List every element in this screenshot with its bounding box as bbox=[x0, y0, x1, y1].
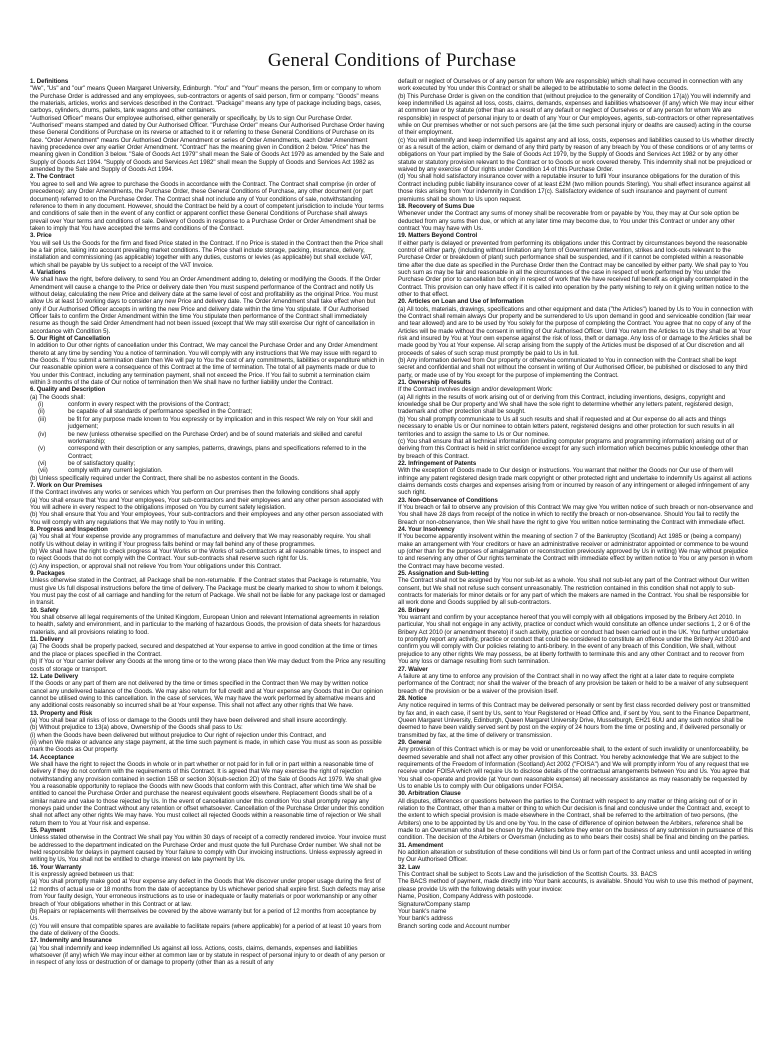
clause-paragraph: If You breach or fail to observe any provision of this Contract We may give You written notice of such breach or non-observance and You shall have 28 days from receipt of the notice in which to rectify the breach or non-observance. Should You fail to rectify the Breach or non-observance, then We shall have the right to give You written notice terminating the Contract with immediate effect. bbox=[398, 503, 753, 526]
list-text: be new (unless otherwise specified on the Purchase Order) and be of sound materials and skilled and careful workmanship; bbox=[68, 430, 363, 445]
clause-paragraph: (a) You shall indemnify and keep indemnified Us against all loss. Actions, costs, claims, demands, expenses and liabilities whatsoever (if any) which We may incur either at common law or by statute in respect of personal injury to or death of any person or in respect of any loss or destruction of or damage to property (other than as a result of any bbox=[30, 944, 386, 967]
clause-paragraph: (a) You shall bear all risks of loss or damage to the Goods until they have been delivered and shall insure accordingly. bbox=[30, 716, 347, 724]
clause-section bbox=[30, 937, 386, 966]
clause-heading: 11. Delivery bbox=[30, 636, 64, 644]
clause-paragraph: We shall have the right to reject the Goods in whole or in part whether or not paid for in full or in part within a reasonable time of delivery if they do not conform with the requirements of this Contract. It is agreed that We may exercise the right of rejection notwithstanding any provision contained in section 15B or section 30(sub-section 2D) of the Sale of Goods Act 1979. We shall give You a reasonable opportunity to replace the Goods with new Goods that conform with this Contract, after which time We shall be entitled to cancel the Purchase Order and purchase the nearest equivalent goods elsewhere. Replacement Goods shall be of a similar nature and value to those rejected by Us. In the event of cancellation under this condition You shall promptly repay any moneys paid under the Contract without any retention or offset whatsoever. Cancellation of the Purchase Order under this condition shall not affect any other rights We may have. You must collect all rejected Goods within a reasonable time of rejection or We shall return them to You at Your risk and expense. bbox=[30, 760, 384, 827]
clause-heading: 31. Amendment bbox=[398, 841, 444, 849]
clause-paragraph: (a) You shall at Your expense provide any programmes of manufacture and delivery that We may reasonably require. You shall notify Us without delay in writing if Your progress falls behind or may fall behind any of these programmes. bbox=[30, 533, 371, 548]
clause-paragraph: Whenever under the Contract any sums of money shall be recoverable from or payable by You, they may at Our sole option be deducted from any sums then due, or which at any later time may become due, to You under this Contract or under any other contract You may have with Us. bbox=[398, 210, 740, 232]
clause-section bbox=[30, 232, 386, 269]
clause-heading: 12. Late Delivery bbox=[30, 672, 79, 680]
list-text: be fit for any purpose made known to You expressly or by implication and in this respect We rely on Your skill and judgement; bbox=[68, 415, 373, 431]
clause-section bbox=[30, 827, 386, 864]
clause-heading: 29. General bbox=[398, 738, 431, 746]
clause-paragraph: (b) This Purchase Order is given on the condition that (without prejudice to the generality of Condition 17(a)) You will indemnify and keep indemnified Us against all loss, costs, claims, demands, expenses and liabilities whatsoever (if any) which We may incur either at common law or by statute (other than as a result of any default or neglect of Ourselves or of any person for whom We are responsible) in respect of personal injury to or death of any Your or Our employees, agents, sub-contractors or other representatives while on Our premises whether or not such persons are (at the time such personal injury or deaths are caused) acting in the course of their employment. bbox=[398, 92, 754, 137]
clause-heading: 13. Property and Risk bbox=[30, 709, 93, 717]
clause-paragraph: It is expressly agreed between us that: bbox=[30, 871, 134, 879]
clause-paragraph: (a) You shall promptly make good at Your expense any defect in the Goods that We discover under proper usage during the first of 12 months of actual use or 18 months from the date of acceptance by Us whichever period shall expire first. Such defects may arise from Your faulty design, Your erroneous instructions as to use or inadequate or faulty materials or poor workmanship or any other breach of Your obligations whether in this Contract or at law. bbox=[30, 878, 385, 908]
list-text: conform in every respect with the provisions of the Contract; bbox=[68, 401, 230, 409]
clause-paragraph: The Contract shall not be assigned by You nor sub-let as a whole. You shall not sub-let any part of the Contract without Our written consent, but We shall not refuse such consent unreasonably. The restriction contained in this condition shall not apply to sub-contracts for materials for minor details or for any part of which the makers are named in the Contract. You shall be responsible for all work done and Goods supplied by all sub-contractors. bbox=[398, 577, 750, 607]
clause-heading: 32. Law bbox=[398, 863, 421, 871]
clause-paragraph: (ii) when We make or advance any stage payment, at the time such payment is made, in which case You must as soon as possible mark the Goods as Our property. bbox=[30, 738, 382, 754]
clause-paragraph: "We", "Us" and "our" means Queen Margaret University, Edinburgh. "You" and "Your" means the person, firm or company to whom the Purchase Order is addressed and any employees, sub-contractors or agents of said person, firm or company. "Goods" means the materials, articles, works and services described in the Contract. "Package" means any type of package including bags, cases, carboys, cylinders, drums, pallets, tank wagons and other containers. bbox=[30, 85, 382, 115]
clause-paragraph: (b) You shall promptly communicate to Us all such results and shall if requested and at Our expense do all acts and things necessary to enable Us or Our nominee to obtain letters patent, registered designs and other protection for such results in all territories and to assign the same to Us or Our nominee. bbox=[398, 415, 735, 438]
clause-section bbox=[398, 232, 754, 298]
clause-paragraph: (a) The Goods shall be properly packed, secured and despatched at Your expense to arrive in good condition at the time or times and the place or places specified in the Contract. bbox=[30, 643, 378, 658]
clause-list-item bbox=[30, 460, 386, 467]
list-marker: (iii) bbox=[38, 415, 47, 423]
clause-heading: 21. Ownership of Results bbox=[398, 379, 471, 387]
clause-paragraph: (a) All tools, materials, drawings, specifications and other equipment and data ("the Articles") loaned by Us to You in connection with the Contract shall remain always Our property and be surrendered to Us upon demand in good and serviceable condition (fair wear and tear allowed) and are to be used by You solely for the purpose of completing the Contract. You agree that no copy of any of the Articles will be made without the consent in writing of Our Authorised Officer. Until You return the Articles to Us they shall be at Your risk and insured by You at Your own expense against the risk of loss, theft or damage. Any loss of or damage to the Articles shall be made good by You at Your expense. All scrap arising from the supply of the Articles must be disposed of at Our discretion and all proceeds of sales of such scrap must promptly be paid to Us in full. bbox=[398, 305, 753, 357]
clause-section bbox=[398, 739, 754, 790]
clause-heading: 7. Work on Our Premises bbox=[30, 481, 103, 489]
clause-paragraph: Unless stated otherwise in the Contract We shall pay You within 30 days of receipt of a correctly rendered invoice. Your invoice must be addressed to the department indicated on the Purchase Order and must quote the full Purchase Order number. We shall not be held responsible for delays in payment caused by Your failure to comply with Our invoicing instructions. Unless expressly agreed in writing by Us, You shall not be entitled to charge interest on late payment by Us. bbox=[30, 834, 386, 864]
clause-section bbox=[30, 673, 386, 710]
clause-paragraph: A failure at any time to enforce any provision of the Contract shall in no way affect the right at a later date to require complete performance of the Contract; nor shall the waiver of the breach of any provision be taken or held to be a waiver of any subsequent breach of the provision or be a waiver of the provision itself. bbox=[398, 672, 748, 695]
clause-heading: 17. Indemnity and Insurance bbox=[30, 937, 112, 945]
clause-list-item bbox=[30, 467, 386, 474]
clause-section bbox=[398, 570, 754, 607]
clause-paragraph: (c) You will ensure that compatible spares are available to facilitate repairs (where applicable) for a period of at least 10 years from the date of delivery of the Goods. bbox=[30, 922, 381, 937]
clause-section bbox=[398, 526, 754, 570]
clause-heading: 20. Articles on Loan and Use of Information bbox=[398, 298, 524, 306]
clause-heading: 4. Variations bbox=[30, 268, 66, 276]
document-title: General Conditions of Purchase bbox=[267, 50, 517, 71]
clause-section bbox=[30, 864, 386, 937]
clause-heading: 23. Non-Observance of Conditions bbox=[398, 496, 498, 504]
clause-heading: 27. Waiver bbox=[398, 665, 428, 673]
clause-paragraph: You shall observe all legal requirements of the United Kingdom, European Union and relevant International agreements in relation to health, safety and environment, and in particular to the marking of hazardous Goods, the provision of data sheets for hazardous materials, and all provisions relating to food. bbox=[30, 614, 381, 636]
list-marker: (vi) bbox=[38, 459, 47, 467]
clause-paragraph: (b) Repairs or replacements will themselves be covered by the above warranty but for a period of 12 months from acceptance by Us. bbox=[30, 907, 377, 923]
clause-section bbox=[30, 78, 386, 173]
clause-section bbox=[30, 636, 386, 673]
list-text: correspond with their description or any samples, patterns, drawings, plans and specifications referred to in the Contract; bbox=[68, 445, 367, 460]
clause-paragraph: If the Contract involves any works or services which You perform on Our premises then the following conditions shall apply bbox=[30, 489, 360, 497]
clause-heading: 1. Definitions bbox=[30, 78, 69, 85]
clause-heading: 6. Quality and Description bbox=[30, 386, 106, 394]
clause-heading: 19. Matters Beyond Control bbox=[398, 232, 478, 240]
list-marker: (ii) bbox=[38, 408, 45, 416]
clause-list-item bbox=[30, 416, 386, 431]
list-marker: (v) bbox=[38, 445, 46, 453]
clause-heading: 26. Bribery bbox=[398, 606, 430, 614]
clause-paragraph: (a) The Goods shall: bbox=[30, 393, 86, 401]
clause-paragraph: (i) when the Goods have been delivered but without prejudice to Our right of rejection under this Contract, and bbox=[30, 731, 327, 739]
left-column bbox=[30, 78, 386, 1038]
clause-section bbox=[398, 790, 754, 841]
clause-heading: 28. Notice bbox=[398, 694, 427, 702]
clause-section bbox=[398, 666, 754, 695]
clause-section bbox=[398, 695, 754, 739]
clause-list-item bbox=[30, 401, 386, 408]
clause-list-item bbox=[30, 431, 386, 446]
clause-paragraph: If the Contract involves design and/or development Work: bbox=[398, 386, 553, 394]
list-marker: (vii) bbox=[38, 467, 48, 475]
clause-heading: 30. Arbitration Clause bbox=[398, 790, 461, 798]
clause-paragraph: (b) Any information derived from Our property or otherwise communicated to You in connection with the Contract shall be kept secret and confidential and shall not without the consent in writing of Our Authorised Officer, be published or disclosed to any third party, or made use of by You except for the purpose of implementing the Contract. bbox=[398, 357, 748, 379]
clause-section bbox=[398, 497, 754, 526]
clause-paragraph: Signature/Company stamp bbox=[398, 900, 471, 908]
list-text: be capable of all standards of performance specified in the Contract; bbox=[68, 408, 253, 416]
clause-paragraph: (b) We shall have the right to check progress at Your Works or the Works of sub-contractors at all reasonable times, to inspect and to reject Goods that do not comply with the Contract. Your sub-contracts shall reserve such right for Us. bbox=[30, 548, 381, 563]
clause-paragraph: (c) You shall ensure that all technical information (including computer programs and programming information) arising out of or deriving from this Contract is held in strict confidence except for any such information which becomes public knowledge other than by breach of this Contract. bbox=[398, 437, 749, 460]
clause-paragraph: (a) All rights in the results of work arising out of or deriving from this Contract, including inventions, designs, copyright and knowledge shall be Our property and We shall have the sole right to determine whether any letters patent, registered design, trademark and other protection shall be sought. bbox=[398, 393, 734, 416]
list-text: comply with any current legislation. bbox=[68, 467, 163, 475]
clause-paragraph: Your bank's address bbox=[398, 915, 453, 923]
clause-paragraph: (b) Without prejudice to 13(a) above, Ownership of the Goods shall pass to Us: bbox=[30, 724, 243, 732]
clause-paragraph: You agree to sell and We agree to purchase the Goods in accordance with the Contract. The Contract shall comprise (in order of precedence): any Order Amendments, the Purchase Order, these General Conditions of Purchase, any other document (or part document) referred to on the Purchase Order. The Contract shall not include any of Your conditions of sale, notwithstanding reference to them in any document. However, should the Contract be held by a court of competent jurisdiction to include Your terms and conditions of sale then in the event of any conflict or apparent conflict these General Conditions of Purchase shall always prevail over Your terms and conditions of sale. Delivery of Goods in response to a Purchase Order or Order Amendment shall be taken to imply that You have accepted the terms and conditions of the Contract. bbox=[30, 180, 384, 232]
clause-section bbox=[30, 269, 386, 335]
clause-list-item bbox=[30, 445, 386, 460]
clause-section bbox=[30, 482, 386, 526]
clause-paragraph: We shall have the right, before delivery, to send You an Order Amendment adding to, deleting or modifying the Goods. If the Order Amendment will cause a change to the Price or delivery date then You must suspend performance of the Contract and notify Us without delay, calculating the new Price and delivery date at the same level of cost and profitability as the original Price. You must allow Us at least 10 working days to consider any new Price and delivery date. The Order Amendment shall take effect when but only if Our Authorised Officer accepts in writing the new Price and delivery date within the time You stipulate. If Our Authorised Officer fails to confirm the Order Amendment within the time You stipulate then performance of the Contract shall immediately resume as though the said Order Amendment had not been issued (except that We may still exercise Our right of cancellation in accordance with Condition 5). bbox=[30, 276, 381, 335]
clause-paragraph: Unless otherwise stated in the Contract, all Package shall be non-returnable. If the Contract states that Package is returnable, You must give Us full disposal instructions before the time of delivery. The Package must be clearly marked to show to whom it belongs. You must pay the cost of all carriage and handling for the return of Package. We shall not be liable for any package lost or damaged in transit. bbox=[30, 577, 386, 607]
clause-heading: 5. Our Right of Cancellation bbox=[30, 335, 111, 343]
clause-section bbox=[30, 754, 386, 827]
clause-paragraph: Name, Position, Company Address with postcode. bbox=[398, 893, 534, 901]
clause-paragraph: You warrant and confirm by your acceptance hereof that you will comply with all obligations imposed by the Bribery Act 2010. In particular, You shall not engage in any activity, practice or conduct which would constitute an offence under sections 1, 2 or 6 of the Bribery Act 2010 (or amendment thereto) if such activity, practice or conduct had been carried out in the UK. You further undertake to promptly report any activity, practice or conduct that could be considered to constitute an offence under the Bribery Act 2010 and confirm you will comply with Our policies relating to anti-bribery. In the event of any breach of this Condition, We shall, without prejudice to any other rights We may possess, be at liberty forthwith to terminate this and any other Contract and to recover from You any loss or damage resulting from such termination. bbox=[398, 614, 751, 666]
document-body bbox=[30, 78, 754, 1038]
clause-paragraph: This Contract shall be subject to Scots Law and the jurisdiction of the Scottish Courts. 33. BACS bbox=[398, 871, 658, 879]
clause-section bbox=[398, 78, 754, 203]
clause-heading: 24. Your Insolvency bbox=[398, 525, 455, 533]
clause-paragraph: (b) If You or Your carrier deliver any Goods at the wrong time or to the wrong place then We may deduct from the Price any resulting costs of storage or transport. bbox=[30, 658, 386, 673]
clause-paragraph: You will sell Us the Goods for the firm and fixed Price stated in the Contract. If no Price is stated in the Contract then the Price shall be a fair price, taking into account prevailing market conditions. The Price shall include storage, packing, insurance, delivery, installation and commissioning (as applicable) together with any duties, customs or levies (as applicable) but shall exclude VAT, which shall be payable by Us subject to a receipt of the VAT Invoice. bbox=[30, 239, 383, 269]
clause-section bbox=[30, 526, 386, 570]
clause-paragraph: All disputes, differences or questions between the parties to the Contract with respect to any matter or thing arising out of or in relation to the Contract, other than a matter or thing to which Our decision is final and conclusive under the Contract and, except to the extent to which special provision is made elsewhere in the Contract, shall be referred to the arbitration of two persons, (the Arbiters) one to be appointed by Us and one by You. In the case of difference of opinion between the Arbiters, reference shall be made to an Oversman who shall be chosen by the Arbiters before they enter on the business of any submission in pursuance of this condition. The decision of the Arbiters or Oversman (including as to who bears their costs) shall be final and binding on the parties. bbox=[398, 797, 753, 842]
clause-section bbox=[398, 842, 754, 864]
clause-paragraph: With the exception of Goods made to Our design or instructions. You warrant that neither the Goods nor Our use of them will infringe any patent registered design trade mark copyright or other protected right and undertake to indemnify Us against all actions claims demands costs charges and expenses arising from or incurred by reason of any infringement or alleged infringement of any such right. bbox=[398, 467, 752, 497]
clause-heading: 22. Infringement of Patents bbox=[398, 459, 477, 467]
clause-paragraph: If the Goods or any part of them are not delivered by the time or times specified in the Contract then We may by written notice cancel any undelivered balance of the Goods. We may also return for full credit and at Your expense any Goods that in Our opinion cannot be utilised owing to this cancellation. In the case of services, We may have the work performed by alternative means and any additional costs reasonably so incurred shall be at Your expense. This shall not affect any other rights that We have. bbox=[30, 680, 383, 710]
clause-paragraph: Any notice required in terms of this Contract may be delivered personally or sent by first class recorded delivery post or transmitted by fax and, in each case, if sent by Us, sent to Your Registered or Head Office and, if sent by You, sent to the Finance Department, Queen Margaret University, Edinburgh, Queen Margaret University Drive, Musselburgh, EH21 6UU and any such notice shall be deemed to have been validly served sent by post on the expiry of 24 hours from the time or posting and, if delivered personally or transmitted by fax, at the time of delivery or transmission. bbox=[398, 702, 751, 739]
clause-section bbox=[398, 298, 754, 379]
clause-heading: 2. The Contract bbox=[30, 173, 75, 181]
clause-paragraph: (c) Any inspection, or approval shall not relieve You from Your obligations under this Contract. bbox=[30, 562, 282, 570]
clause-section bbox=[30, 173, 386, 232]
clause-section bbox=[30, 335, 386, 386]
clause-paragraph: (d) You shall hold satisfactory insurance cover with a reputable insurer to fulfil Your insurance obligations for the duration of this Contract including public liability insurance cover of at least £2M (two million pounds Sterling). You shall effect insurance against all those risks arising from Your indemnity in Condition 17(c). Satisfactory evidence of such insurance and payment of current premiums shall be shown to Us upon request. bbox=[398, 173, 751, 203]
clause-paragraph: In addition to Our other rights of cancellation under this Contract, We may cancel the Purchase Order and any Order Amendment thereto at any time by sending You a notice of termination. You will comply with any instructions that We may issue with regard to the Goods. If You submit a termination claim then We will pay to You the cost of any commitments, liabilities or expenditure which in Our reasonable opinion were a consequence of this Contract at the time of termination. The total of all payments made or due to You under this Contract, including any termination payment, shall not exceed the Price. If You fail to submit a termination claim within 3 months of the date of Our notice of termination then We shall have no further liability under the Contract. bbox=[30, 342, 384, 387]
clause-section bbox=[398, 203, 754, 232]
clause-paragraph: "Authorised Officer" means Our employee authorised, either generally or specifically, by Us to sign Our Purchase Order. "Authorised" means stamped and dated by Our Authorised Officer. "Purchase Order" means Our Authorised Purchase Order having these General Conditions of Purchase on its reverse or attached to it or referring to these General Conditions of Purchase on its face. "Order Amendment" means Our Authorised Order Amendment or series of Order Amendments, each Order Amendment having precedence over any earlier Order Amendment. "Contract" has the meaning given in Condition 2 below. "Price" has the meaning given in Condition 3 below. "Sale of Goods Act 1979" shall mean the Sale of Goods Act 1979 as amended by the Sale and Supply of Goods Act 1994. "Supply of Goods and Services Act 1982" shall mean the Supply of Goods and Services Act 1982 as amended by the Sale and Supply of Goods Act 1994. bbox=[30, 114, 385, 174]
clause-paragraph: If either party is delayed or prevented from performing its obligations under this Contract by circumstances beyond the reasonable control of either party, (including without limitation any form of Government intervention, strikes and lock-outs relevant to the Purchase Order or breakdown of plant) such performance shall be suspended, and if it cannot be completed within a reasonable time after the due date as specified in the Purchase Order then the Contract may be cancelled by either party. We shall pay to You such sum as may be fair and reasonable in all the circumstances of the case in respect of work performed by You under the Purchase Order prior to cancellation but only in respect of work that We have received full benefit as originally contemplated in the Contract. This provision can only have effect if it is called into operation by the party wishing to rely on it giving written notice to the other to that effect. bbox=[398, 239, 749, 298]
clause-heading: 8. Progress and Inspection bbox=[30, 525, 108, 533]
clause-section bbox=[30, 570, 386, 607]
clause-paragraph: (c) You will indemnify and keep indemnified Us against any and all loss, costs, expenses and liabilities caused to Us whether directly or as a result of the action, claim or demand of any third party by reason of any breach by You of these conditions or of any terms or obligations on Your part implied by the Sale of Goods Act 1979, by the Supply of Goods and Services Act 1982 or by any other statute or statutory provision relevant to the Contract or to Goods or work covered thereby. This indemnity shall not be prejudiced or waived by any exercise of Our rights under Condition 14 of this Purchase Order. bbox=[398, 136, 754, 174]
clause-paragraph: (b) You shall ensure that You and Your employees, Your sub-contractors and their employees and any other person associated with You will comply with any regulations that We may notify to You in writing. bbox=[30, 511, 383, 526]
clause-list bbox=[30, 401, 386, 474]
right-column bbox=[398, 78, 754, 1038]
clause-heading: 9. Packages bbox=[30, 570, 65, 578]
clause-paragraph: Branch sorting code and Account number bbox=[398, 922, 510, 930]
clause-paragraph: (a) You shall ensure that You and Your employees, Your sub-contractors and their employees and any other person associated with You will adhere in every respect to the obligations imposed on You by current safety legislation. bbox=[30, 496, 383, 511]
clause-list-item bbox=[30, 408, 386, 415]
clause-section bbox=[398, 864, 754, 930]
clause-section bbox=[30, 386, 386, 481]
list-marker: (iv) bbox=[38, 430, 47, 438]
clause-heading: 16. Your Warranty bbox=[30, 863, 82, 871]
clause-paragraph: No addition alteration or substitution of these conditions will bind Us or form part of the Contract unless and until accepted in writing by Our Authorised Officer. bbox=[398, 849, 752, 864]
clause-section bbox=[30, 607, 386, 636]
clause-section bbox=[398, 379, 754, 460]
clause-paragraph: (b) Unless specifically required under the Contract, there shall be no asbestos content in the Goods. bbox=[30, 474, 300, 482]
clause-section bbox=[398, 460, 754, 497]
clause-heading: 15. Payment bbox=[30, 827, 66, 835]
list-text: be of satisfactory quality; bbox=[68, 459, 136, 467]
clause-heading: 3. Price bbox=[30, 232, 52, 240]
list-marker: (i) bbox=[38, 401, 44, 409]
clause-heading: 14. Acceptance bbox=[30, 753, 75, 761]
clause-heading: 10. Safety bbox=[30, 606, 59, 614]
clause-paragraph: default or neglect of Ourselves or of any person for whom We are responsible) which shall have occurred in connection with any work executed by You under this Contract or shall be alleged to be attributable to some defect in the Goods. bbox=[398, 78, 743, 93]
clause-paragraph: If You become apparently insolvent within the meaning of section 7 of the Bankruptcy (Scotland) Act 1985 or (being a company) make an arrangement with Your creditors or have an administrative receiver or administrator appointed or commence to be wound up (other than for the purposes of amalgamation or reconstruction previously approved by Us in writing) We may without prejudice to and reserving any other of Our rights terminate the Contract with immediate effect by written notice to You or any person in whom the Contract may have become vested. bbox=[398, 533, 753, 570]
clause-paragraph: Any provision of this Contract which is or may be void or unenforceable shall, to the extent of such invalidity or unenforceability, be deemed severable and shall not affect any other provision of this Contract. You hereby acknowledge that We are subject to the requirements of the Freedom of Information (Scotland) Act 2002 ("FOISA") and We will promptly inform You of any request that we receive under FOISA which will require Us to disclose details of the contractual arrangements between You and Us. You agree that You shall co-operate and provide (at Your own reasonable expense) all necessary assistance as may reasonably be requested by Us to enable Us to comply with Our obligations under FOISA. bbox=[398, 746, 750, 790]
clause-heading: 25. Assignation and Sub-letting bbox=[398, 570, 489, 578]
clause-section bbox=[30, 710, 386, 754]
clause-paragraph: The BACS method of payment, made directly into Your bank accounts, is available. Should You wish to use this method of payment, please provide Us with the following details with your invoice: bbox=[398, 878, 754, 893]
clause-paragraph: Your bank's name bbox=[398, 907, 447, 915]
clause-section bbox=[398, 607, 754, 666]
clause-heading: 18. Recovery of Sums Due bbox=[398, 202, 475, 210]
